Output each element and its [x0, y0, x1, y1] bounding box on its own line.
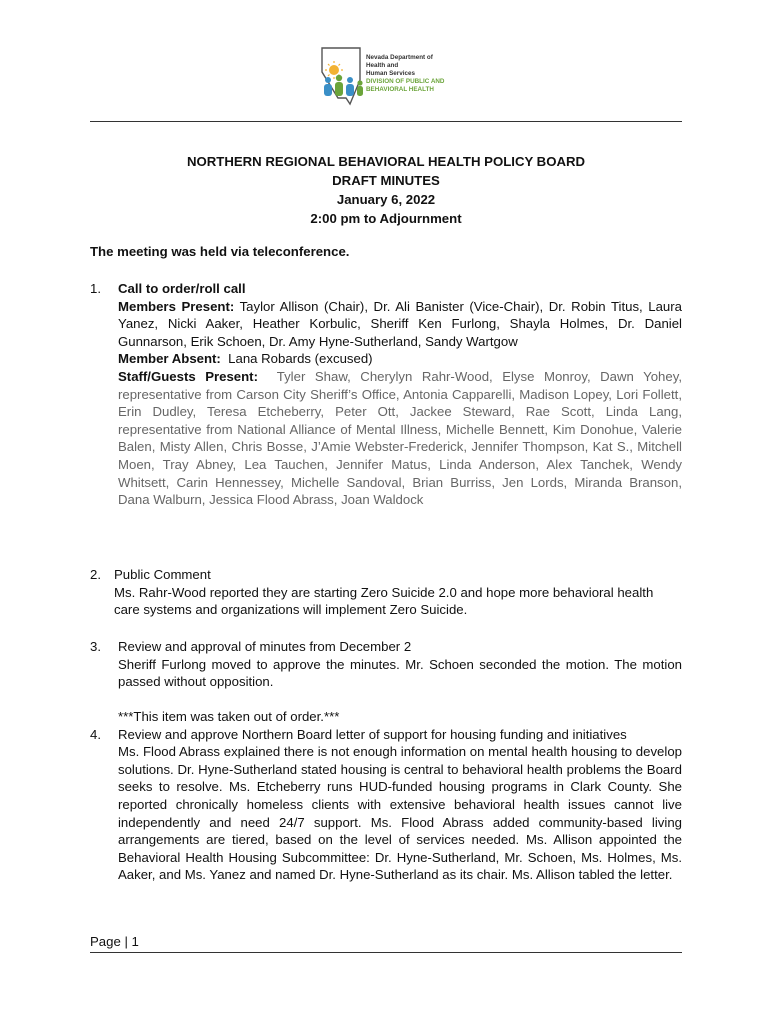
logo-line-5: BEHAVIORAL HEALTH: [366, 86, 434, 93]
members-absent-label: Member Absent:: [118, 351, 221, 367]
staff-guests-list: Tyler Shaw, Cherylyn Rahr-Wood, Elyse Monroy, Dawn Yohey, representative from Carson City Sheriff’s Office, Antonia Capparelli, Madison Lopey, Lori Follett, Erin Dudley, Teresa Etcheberry, Peter Ott, Jackee Steward, Rae Scott, Linda Lang, representative from National Alliance of Mental Illness, Michelle Bennett, Kim Donohue, Valerie Balen, Misty Allen, Chris Bosse, J’Amie Webster-Frederick, Jennifer Thompson, Kat S., Mitchell Moen, Tray Abney, Lea Tauchen, Jennifer Matus, Linda Anderson, Alex Tanchek, Wendy Whitsett, Carin Hennessey, Michelle Sandoval, Brian Burriss, Jen Lords, Miranda Branson, Dana Walburn, Jessica Flood Abrass, Joan Waldock: [118, 368, 682, 508]
meeting-time: 2:00 pm to Adjournment: [310, 211, 462, 226]
members-absent: [118, 350, 682, 368]
staff-guests-label: Staff/Guests Present:: [118, 368, 258, 384]
agenda-item-2: [90, 566, 682, 619]
agenda-item-4: [90, 708, 682, 884]
item-number: 1.: [90, 281, 101, 296]
item-number: 3.: [90, 639, 101, 654]
item-heading: Call to order/roll call: [118, 281, 246, 296]
item-heading: Review and approve Northern Board letter of support for housing funding and initiatives: [118, 726, 627, 742]
board-name: NORTHERN REGIONAL BEHAVIORAL HEALTH POLICY BOARD: [186, 154, 586, 169]
members-absent-list: Lana Robards (excused): [228, 351, 373, 367]
footer-divider: [90, 952, 682, 953]
logo-line-3: Human Services: [366, 70, 416, 77]
agenda-item-3: [90, 638, 682, 691]
document-title: [90, 152, 682, 228]
item-text: Ms. Rahr-Wood reported they are starting Zero Suicide 2.0 and hope more behavioral health care systems and organizations will implement Zero Suicide.: [114, 584, 654, 618]
members-present-label: Members Present:: [118, 298, 235, 314]
members-present-list: Taylor Allison (Chair), Dr. Ali Banister (Vice-Chair), Dr. Robin Titus, Laura Yanez, Nicki Aaker, Heather Korbulic, Sheriff Ken Furlong, Shayla Holmes, Dr. Daniel Gunnarson, Erik Schoen, Dr. Amy Hyne-Sutherland, Sandy Wartgow: [118, 298, 682, 349]
draft-label: DRAFT MINUTES: [332, 173, 440, 188]
agenda-item-1: [90, 280, 682, 509]
header-divider: [90, 121, 682, 122]
meeting-date: January 6, 2022: [336, 192, 436, 207]
page-number: Page | 1: [90, 934, 139, 949]
item-number: 2.: [90, 567, 101, 582]
item-note: ***This item was taken out of order.***: [118, 709, 340, 724]
logo-line-2: Health and: [366, 62, 399, 69]
item-text: Ms. Flood Abrass explained there is not enough information on mental health housing to develop solutions. Dr. Hyne-Sutherland stated housing is central to behavioral health problems the Board seeks to resolve. Ms. Etcheberry runs HUD-funded housing programs in Clark County. She reported chronically homeless clients with extensive behavioral health issues cannot live independently and need 24/7 support. Ms. Flood Abrass added community-based living arrangements are tiered, based on the level of services needed. Ms. Allison appointed the Behavioral Health Housing Subcommittee: Dr. Hyne-Sutherland, Mr. Schoen, Ms. Holmes, Ms. Aaker, and Ms. Yanez and named Dr. Hyne-Sutherland as its chair. Ms. Allison tabled the letter.: [118, 744, 682, 883]
item-number: 4.: [90, 726, 101, 742]
item-heading: Review and approval of minutes from December 2: [118, 639, 412, 654]
staff-guests: [118, 368, 682, 509]
logo-line-1: Nevada Department of: [366, 54, 433, 61]
meeting-intro: The meeting was held via teleconference.: [90, 244, 350, 259]
logo-line-4: DIVISION OF PUBLIC AND: [366, 78, 445, 85]
logo-text: [366, 54, 444, 94]
members-present: [118, 298, 682, 351]
item-heading: Public Comment: [114, 567, 211, 582]
item-text: Sheriff Furlong moved to approve the minutes. Mr. Schoen seconded the motion. The motion passed without opposition.: [118, 656, 682, 690]
